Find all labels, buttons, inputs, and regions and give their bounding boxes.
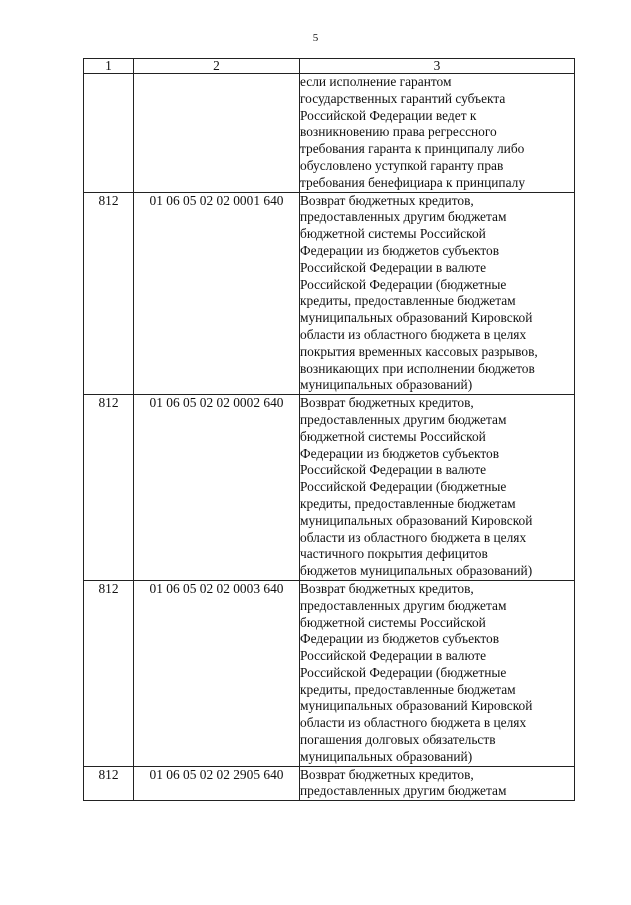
description-line: бюджетной системы Российской <box>300 226 486 242</box>
description-line: Возврат бюджетных кредитов, <box>300 192 474 208</box>
description-line: частичного покрытия дефицитов <box>300 546 488 562</box>
table-row <box>84 766 575 801</box>
description-line: Возврат бюджетных кредитов, <box>300 766 474 782</box>
description-line: Российской Федерации в валюте <box>300 648 487 664</box>
description-line: требования гаранта к принципалу либо <box>300 141 525 157</box>
budget-codes-table <box>83 58 575 801</box>
description-line: Российской Федерации в валюте <box>300 462 487 478</box>
admin-cell: 812 <box>84 395 134 581</box>
description-line: муниципальных образований Кировской <box>300 698 533 714</box>
table-row <box>84 580 575 766</box>
table-row <box>84 395 575 581</box>
description-line: возникающих при исполнении бюджетов <box>300 360 535 376</box>
admin-cell: 812 <box>84 766 134 801</box>
column-header-3: 3 <box>300 59 575 74</box>
description-line: погашения долговых обязательств <box>300 732 496 748</box>
description-line: Возврат бюджетных кредитов, <box>300 580 474 596</box>
code-cell: 01 06 05 02 02 2905 640 <box>134 766 300 801</box>
description-line: области из областного бюджета в целях <box>300 529 527 545</box>
description-line: государственных гарантий субъекта <box>300 90 506 106</box>
description-line: Российской Федерации в валюте <box>300 259 487 275</box>
code-cell: 01 06 05 02 02 0001 640 <box>134 192 300 395</box>
column-header-1: 1 <box>84 59 134 74</box>
description-line: Российской Федерации (бюджетные <box>300 664 507 680</box>
admin-cell <box>84 74 134 193</box>
description-line: кредиты, предоставленные бюджетам <box>300 495 516 511</box>
description-line: Российской Федерации (бюджетные <box>300 479 507 495</box>
column-header-2: 2 <box>134 59 300 74</box>
description-line: Российской Федерации ведет к <box>300 107 477 123</box>
description-line: покрытия временных кассовых разрывов, <box>300 343 538 359</box>
description-line: предоставленных другим бюджетам <box>300 411 507 427</box>
description-cell <box>300 74 575 193</box>
description-line: муниципальных образований) <box>300 377 473 393</box>
description-line: Федерации из бюджетов субъектов <box>300 631 500 647</box>
code-cell: 01 06 05 02 02 0003 640 <box>134 580 300 766</box>
description-line: муниципальных образований Кировской <box>300 310 533 326</box>
description-line: бюджетной системы Российской <box>300 614 486 630</box>
code-cell <box>134 74 300 193</box>
description-cell <box>300 192 575 395</box>
description-line: Возврат бюджетных кредитов, <box>300 395 474 411</box>
description-line: предоставленных другим бюджетам <box>300 783 507 799</box>
description-line: бюджетов муниципальных образований) <box>300 563 533 579</box>
description-line: если исполнение гарантом <box>300 74 452 89</box>
code-cell: 01 06 05 02 02 0002 640 <box>134 395 300 581</box>
description-line: обусловлено уступкой гаранту прав <box>300 157 504 173</box>
description-line: области из областного бюджета в целях <box>300 326 527 342</box>
description-line: возникновению права регрессного <box>300 124 497 140</box>
description-line: предоставленных другим бюджетам <box>300 597 507 613</box>
table-row-continuation <box>84 74 575 193</box>
description-line: Федерации из бюджетов субъектов <box>300 242 500 258</box>
admin-cell: 812 <box>84 580 134 766</box>
page-number: 5 <box>312 32 319 44</box>
description-line: муниципальных образований Кировской <box>300 512 533 528</box>
description-line: Российской Федерации (бюджетные <box>300 276 507 292</box>
description-line: Федерации из бюджетов субъектов <box>300 445 500 461</box>
table-row <box>84 192 575 395</box>
description-line: требования бенефициара к принципалу <box>300 174 526 190</box>
admin-cell: 812 <box>84 192 134 395</box>
description-line: предоставленных другим бюджетам <box>300 209 507 225</box>
description-line: кредиты, предоставленные бюджетам <box>300 681 516 697</box>
description-cell <box>300 766 575 801</box>
description-line: кредиты, предоставленные бюджетам <box>300 293 516 309</box>
table-header-row <box>84 59 575 74</box>
description-line: области из областного бюджета в целях <box>300 715 527 731</box>
description-cell <box>300 395 575 581</box>
description-line: муниципальных образований) <box>300 748 473 764</box>
description-cell <box>300 580 575 766</box>
description-line: бюджетной системы Российской <box>300 428 486 444</box>
